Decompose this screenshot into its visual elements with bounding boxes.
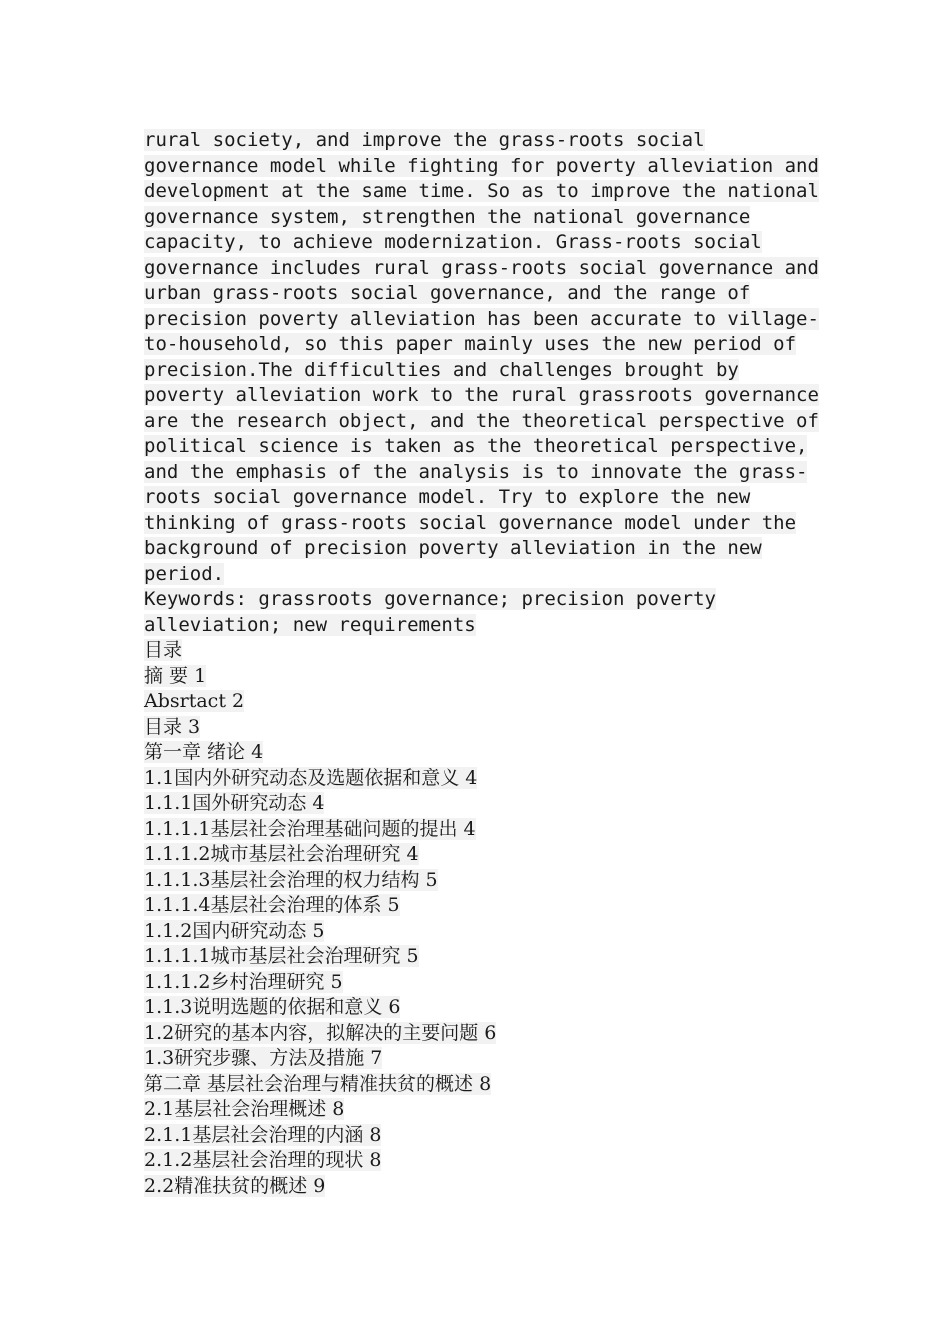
abstract-line: governance system, strengthen the national governance: [144, 205, 751, 228]
toc-item[interactable]: 2.2精准扶贫的概述 9: [144, 1174, 326, 1197]
abstract-line: period.: [144, 562, 225, 585]
toc-item[interactable]: 1.2研究的基本内容，拟解决的主要问题 6: [144, 1021, 497, 1044]
abstract-line: urban grass-roots social governance, and the range of: [144, 282, 751, 304]
abstract-text: [144, 128, 824, 587]
toc-item[interactable]: 1.1.1.2城市基层社会治理研究 4: [144, 843, 419, 865]
abstract-line: thinking of grass-roots social governance model under the: [144, 511, 797, 534]
keywords-line: alleviation; new requirements: [144, 613, 476, 636]
toc-item[interactable]: 目录 3: [144, 715, 201, 738]
keywords: [144, 587, 824, 638]
toc-item[interactable]: 2.1.1基层社会治理的内涵 8: [144, 1123, 382, 1146]
abstract-line: precision poverty alleviation has been accurate to village-: [144, 307, 819, 330]
toc-title: 目录: [144, 639, 183, 661]
abstract-line: and the emphasis of the analysis is to innovate the grass-: [144, 460, 808, 483]
document-page: [144, 128, 824, 1199]
toc-item[interactable]: 1.1.2国内研究动态 5: [144, 919, 325, 942]
keywords-line: Keywords: grassroots governance; precision poverty: [144, 588, 716, 610]
toc-item[interactable]: 1.1.1.3基层社会治理的权力结构 5: [144, 868, 438, 891]
abstract-line: are the research object, and the theoretical perspective of: [144, 409, 819, 432]
toc-item[interactable]: 1.1.1.1城市基层社会治理研究 5: [144, 945, 419, 967]
abstract-line: rural society, and improve the grass-roots social: [144, 129, 705, 151]
toc-item[interactable]: 第二章 基层社会治理与精准扶贫的概述 8: [144, 1072, 492, 1095]
toc-item[interactable]: 1.1国内外研究动态及选题依据和意义 4: [144, 766, 478, 789]
abstract-line: political science is taken as the theoretical perspective,: [144, 435, 808, 457]
toc-item[interactable]: 1.1.3说明选题的依据和意义 6: [144, 996, 401, 1018]
table-of-contents: [144, 664, 824, 1200]
abstract-line: capacity, to achieve modernization. Grass-roots social: [144, 231, 762, 253]
toc-item[interactable]: 第一章 绪论 4: [144, 741, 264, 763]
abstract-line: roots social governance model. Try to explore the new: [144, 486, 751, 508]
toc-item[interactable]: 1.3研究步骤、方法及措施 7: [144, 1047, 383, 1069]
toc-item[interactable]: 1.1.1.1基层社会治理基础问题的提出 4: [144, 817, 476, 840]
abstract-line: governance includes rural grass-roots social governance and: [144, 256, 819, 279]
abstract-line: precision.The difficulties and challenges brought by: [144, 358, 739, 381]
toc-item[interactable]: 1.1.1.4基层社会治理的体系 5: [144, 894, 400, 916]
abstract-line: poverty alleviation work to the rural grassroots governance: [144, 384, 819, 406]
toc-item[interactable]: 1.1.1国外研究动态 4: [144, 792, 325, 814]
toc-item[interactable]: Absrtact 2: [144, 690, 245, 712]
abstract-line: background of precision poverty alleviation in the new: [144, 537, 762, 559]
toc-item[interactable]: 1.1.1.2乡村治理研究 5: [144, 970, 343, 993]
abstract-line: development at the same time. So as to improve the national: [144, 180, 819, 202]
abstract-line: to-household, so this paper mainly uses the new period of: [144, 333, 797, 355]
toc-item[interactable]: 2.1基层社会治理概述 8: [144, 1098, 345, 1120]
abstract-line: governance model while fighting for poverty alleviation and: [144, 154, 819, 177]
toc-item[interactable]: 2.1.2基层社会治理的现状 8: [144, 1149, 382, 1171]
toc-item[interactable]: 摘 要 1: [144, 664, 207, 687]
